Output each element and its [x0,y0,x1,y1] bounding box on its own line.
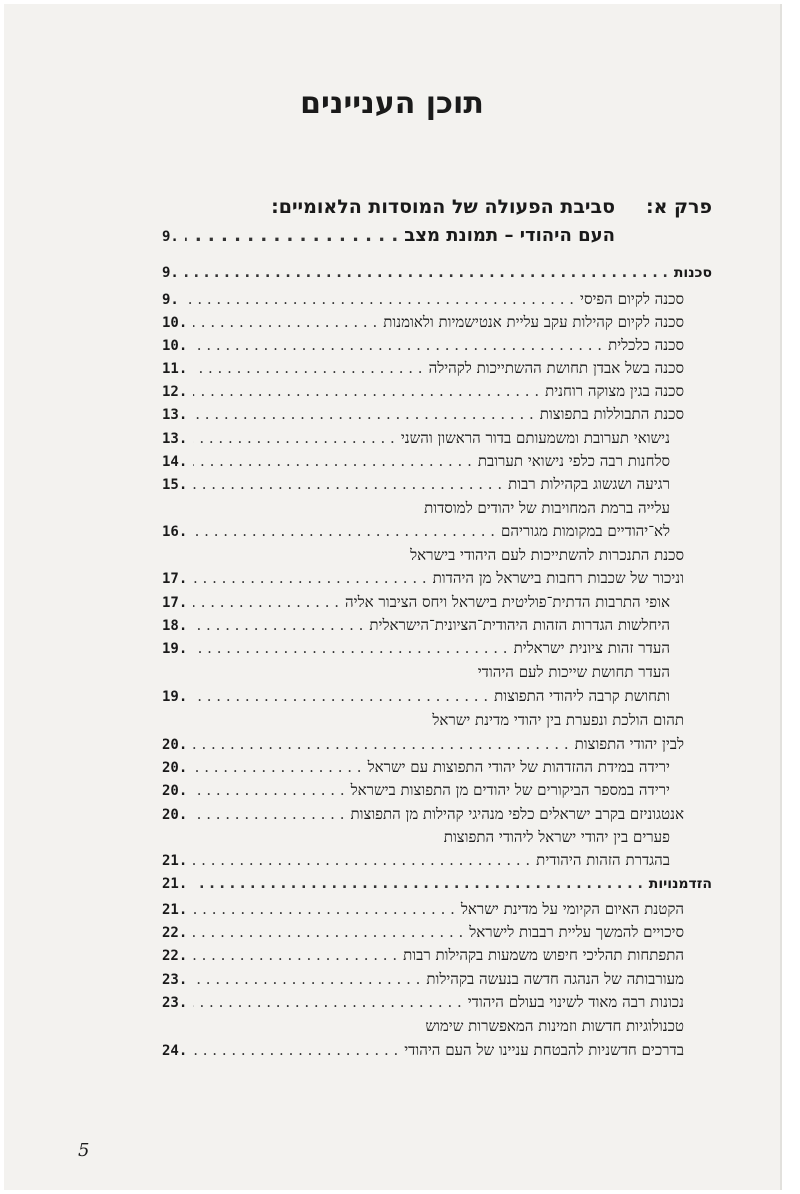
toc-entry[interactable] [162,592,670,614]
toc-entry[interactable] [162,498,670,520]
toc-leader [193,850,530,870]
toc-entry-text: תהום הולכת ונפערת בין יהודי מדינת ישראל [432,711,684,729]
toc-entry[interactable] [162,451,670,473]
toc-entry-text: ירידה במספר הביקורים של יהודים מן התפוצות בישראל [350,781,670,799]
toc-leader [193,992,461,1012]
toc-entry[interactable] [162,289,684,311]
toc-leader [193,521,495,541]
toc-entry-page: 9. [162,229,179,245]
toc-entry-text: הזדמנויות [648,876,712,892]
toc-leader [193,638,507,658]
part-heading: סביבת הפעולה של המוסדות הלאומיים: [271,196,615,218]
toc-entry-page: 19. [162,689,188,705]
toc-entry[interactable] [162,850,670,872]
toc-entry[interactable] [162,662,670,684]
toc-entry-text: התפתחות תהליכי חיפוש משמעות בקהילות רבות [403,946,684,964]
toc-entry[interactable] [162,358,684,380]
toc-entry-page: 23. [162,995,188,1011]
toc-entry-text: סכנת התבוללות בתפוצות [539,405,684,423]
toc-leader [193,592,339,612]
toc-entry[interactable] [162,312,684,334]
toc-leader [193,686,488,706]
toc-entry[interactable] [162,381,684,403]
toc-entry-text: סכנה בשל אבדן תחושת ההשתייכות לקהילה [428,359,684,377]
toc-entry-page: 20. [162,737,188,753]
toc-entry-page: 21. [162,902,188,918]
toc-entry[interactable] [162,474,670,496]
toc-entry-text: סכנה לקיום הפיסי [580,290,684,308]
toc-leader [185,263,668,283]
toc-entry-page: 20. [162,760,188,776]
toc-entry-text: סכנות [673,265,712,281]
toc-entry[interactable] [162,992,684,1014]
toc-entry-text: סכנה לקיום קהילות עקב עליית אנטישמיות ולאומנות [383,313,684,331]
toc-entry-page: 22. [162,925,188,941]
toc-entry-page: 17. [162,595,188,611]
toc-entry[interactable] [162,428,670,450]
toc-leader [193,1040,398,1060]
toc-entry-page: 9. [162,265,179,281]
toc-entry-page: 16. [162,524,188,540]
toc-entry-text: נישואי תערובת ומשמעותם בדור הראשון והשני [400,429,670,447]
toc-leader [193,428,395,448]
toc-entry-page: 17. [162,571,188,587]
toc-entry-page: 20. [162,807,188,823]
toc-entry-page: 13. [162,407,188,423]
toc-leader [185,289,574,309]
toc-entry-page: 21. [162,853,188,869]
toc-entry-text: טכנולוגיות חדשות וזמינות המאפשרות שימוש [425,1017,684,1035]
toc-entry[interactable] [162,615,670,637]
toc-entry-text: וניכור של שכבות רחבות בישראל מן היהדות [432,569,684,587]
part-label: פרק א: [646,196,712,218]
toc-entry-text: הקטנת האיום הקיומי על מדינת ישראל [460,900,684,918]
toc-leader [193,451,472,471]
toc-entry[interactable] [162,827,670,849]
toc-section-dangers[interactable] [162,263,712,285]
toc-leader [193,358,422,378]
toc-leader [193,335,602,355]
toc-entry[interactable] [162,945,684,967]
toc-leader [193,945,397,965]
toc-entry[interactable] [162,922,684,944]
toc-entry-text: אופי התרבות הדתית־פוליטית בישראל ויחס הציבור אליה [345,593,670,611]
toc-entry-page: 19. [162,641,188,657]
toc-entry-text: לבין יהודי התפוצות [574,735,684,753]
toc-entry-page: 18. [162,618,188,634]
toc-entry-text: בהגדרת הזהות היהודית [536,851,670,869]
toc-entry-text: רגיעה ושגשוג בקהילות רבות [508,475,670,493]
toc-entry-page: 13. [162,431,188,447]
toc-leader [193,568,426,588]
toc-leader [193,804,344,824]
toc-entry[interactable] [162,804,684,826]
toc-entry-page: 9. [162,292,179,308]
toc-entry-text: סכנת התנכרות להשתייכות לעם היהודי בישראל [410,546,684,564]
toc-entry[interactable] [162,568,684,590]
toc-entry[interactable] [162,1016,684,1038]
toc-entry-text: אנטגוניזם בקרב ישראלים כלפי מנהיגי קהילות מן התפוצות [350,805,684,823]
toc-entry-page: 14. [162,454,188,470]
toc-leader [193,899,455,919]
toc-entry[interactable] [162,686,670,708]
toc-leader [193,381,539,401]
toc-entry-page: 22. [162,948,188,964]
toc-entry[interactable] [162,710,684,732]
toc-leader [193,780,344,800]
toc-entry[interactable] [162,335,684,357]
toc-leader [193,615,363,635]
toc-entry-text: סיכויים להמשך עליית רבבות לישראל [469,923,684,941]
toc-entry-text: היחלשות הגדרות הזהות היהודית־הציונית־הישראלית [369,616,670,634]
toc-leader [193,474,502,494]
toc-entry-page: 11. [162,361,188,377]
toc-entry-page: 21. [162,876,188,892]
toc-entry-text: מעורבותה של הנהגה חדשה בנעשה בקהילות [426,970,684,988]
document-page [4,4,780,1190]
toc-entry-page: 23. [162,972,188,988]
toc-entry-text: העם היהודי – תמונת מצב [404,225,615,246]
toc-entry-page: 15. [162,477,188,493]
toc-entry-text: סכנה בגין מצוקה רוחנית [545,382,684,400]
toc-entry[interactable] [162,734,684,756]
toc-entry[interactable] [162,780,670,802]
toc-entry[interactable] [162,899,684,921]
toc-entry-page: 24. [162,1043,188,1059]
toc-entry-text: נכונות רבה מאוד לשינוי בעולם היהודי [467,993,684,1011]
toc-entry-text: עלייה ברמת המחויבות של יהודים למוסדות [424,499,670,517]
toc-entry-page: 20. [162,783,188,799]
toc-entry-text: פערים בין יהודי ישראל ליהודי התפוצות [443,828,670,846]
toc-entry-text: העדר זהות ציונית ישראלית [513,639,670,657]
toc-leader [193,404,533,424]
toc-entry[interactable] [162,1040,684,1062]
toc-section-opportunities[interactable] [162,874,712,896]
toc-entry-text: ותחושת קרבה ליהודי התפוצות [494,687,670,705]
toc-entry[interactable] [162,969,684,991]
toc-entry-page: 10. [162,315,188,331]
part-subheading-row[interactable] [162,226,615,248]
toc-leader [185,226,398,246]
toc-leader [193,757,361,777]
page-title: תוכן העניינים [300,86,484,121]
toc-leader [193,734,568,754]
page-number: 5 [78,1140,90,1161]
toc-entry[interactable] [162,404,684,426]
toc-leader [193,874,642,894]
toc-leader [193,922,463,942]
toc-entry-text: לא־יהודיים במקומות מגוריהם [501,522,670,540]
toc-entry-page: 10. [162,338,188,354]
toc-leader [193,969,420,989]
toc-entry[interactable] [162,638,670,660]
toc-entry[interactable] [162,521,670,543]
toc-entry-text: העדר תחושת שייכות לעם היהודי [477,663,670,681]
toc-entry-text: סכנה כלכלית [608,336,684,354]
toc-leader [193,312,377,332]
toc-entry[interactable] [162,545,684,567]
toc-entry-text: סלחנות רבה כלפי נישואי תערובת [477,452,670,470]
toc-entry-text: ירידה במידת ההזדהות של יהודי התפוצות עם ישראל [367,758,670,776]
toc-entry-page: 12. [162,384,188,400]
toc-entry-text: בדרכים חדשניות להבטחת עניינו של העם היהודי [404,1041,684,1059]
toc-entry[interactable] [162,757,670,779]
